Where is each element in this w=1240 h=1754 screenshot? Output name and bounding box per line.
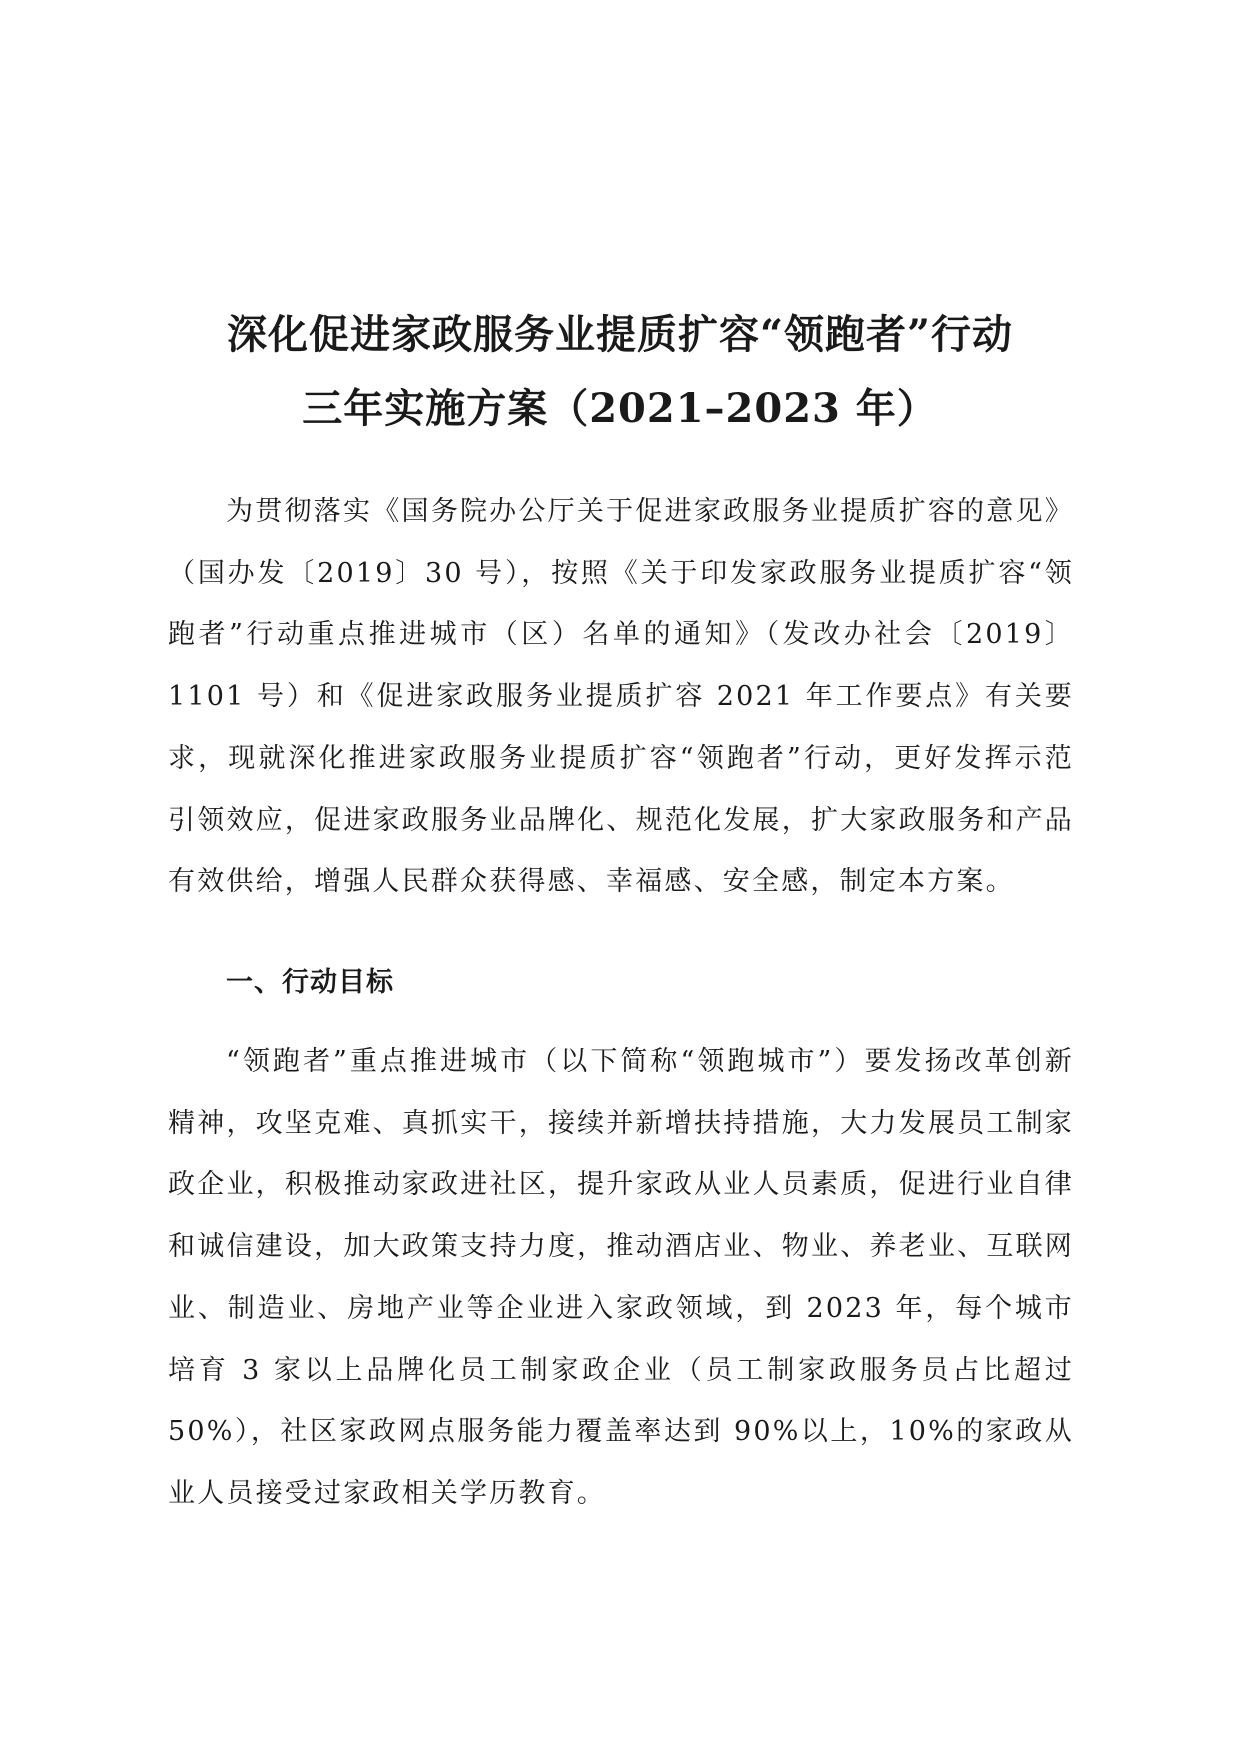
document-title-line-2: 三年实施方案（2021–2023 年） bbox=[302, 384, 938, 432]
intro-paragraph: 为贯彻落实《国务院办公厅关于促进家政服务业提质扩容的意见》（国办发〔2019〕30 号），按照《关于印发家政服务业提质扩容“领跑者”行动重点推进城市（区）名单的通知》（发改办社会〔2019〕1101 号）和《促进家政服务业提质扩容 2021 年工作要点》有关要求，现就深化推进家政服务业提质扩容“领跑者”行动，更好发挥示范引领效应，促进家政服务业品牌化、规范化发展，扩大家政服务和产品有效供给，增强人民群众获得感、幸福感、安全感，制定本方案。 bbox=[168, 496, 1074, 898]
document-title-line-1: 深化促进家政服务业提质扩容“领跑者”行动 bbox=[226, 310, 1013, 358]
action-goals-paragraph: “领跑者”重点推进城市（以下简称“领跑城市”）要发扬改革创新精神，攻坚克难、真抓实干，接续并新增扶持措施，大力发展员工制家政企业，积极推动家政进社区，提升家政从业人员素质，促进行业自律和诚信建设，加大政策支持力度，推动酒店业、物业、养老业、互联网业、制造业、房地产业等企业进入家政领域，到 2023 年，每个城市培育 3 家以上品牌化员工制家政企业（员工制家政服务员占比超过 50%），社区家政网点服务能力覆盖率达到 90%以上，10%的家政从业人员接受过家政相关学历教育。 bbox=[168, 1046, 1074, 1509]
section-heading-action-goals: 一、行动目标 bbox=[226, 967, 394, 998]
